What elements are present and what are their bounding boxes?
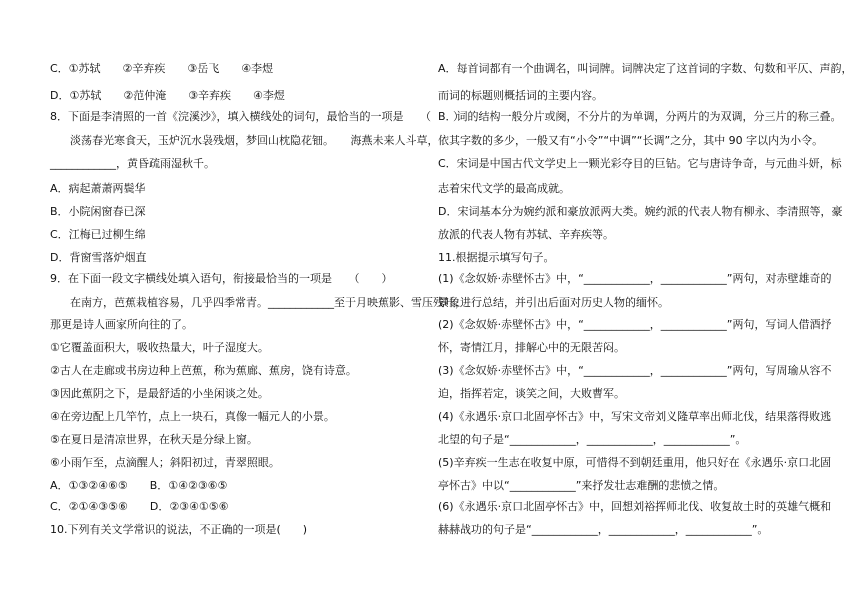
left-text-line: A．①③②④⑥⑤ B．①④②③⑥⑤ bbox=[50, 479, 228, 492]
left-text-line: 10.下列有关文学常识的说法，不正确的一项是( ) bbox=[50, 523, 308, 536]
left-text-line: A．病起萧萧两鬓华 bbox=[50, 182, 146, 195]
right-text-line: 志着宋代文学的最高成就。 bbox=[438, 182, 570, 195]
right-text-line: A．每首词都有一个曲调名，叫词牌。词牌决定了这首词的字数、句数和平仄、声韵， bbox=[438, 62, 853, 75]
right-text-line: 赫赫战功的句子是“____________，____________，____________”。 bbox=[438, 523, 769, 536]
right-text-line: 北望的句子是“____________，____________，____________”。 bbox=[438, 433, 747, 446]
left-text-line: C．①苏轼 ②辛弃疾 ③岳飞 ④李煜 bbox=[50, 62, 274, 75]
right-text-line: 放派的代表人物有苏轼、辛弃疾等。 bbox=[438, 228, 614, 241]
left-text-line: ①它覆盖面积大，吸收热量大，叶子湿度大。 bbox=[50, 341, 269, 354]
left-text-line: ④在旁边配上几竿竹，点上一块石，真像一幅元人的小景。 bbox=[50, 410, 335, 423]
left-text-line: C．江梅已过柳生绵 bbox=[50, 228, 146, 241]
left-text-line: ⑥小雨乍至，点滴醒人；斜阳初过，青翠照眼。 bbox=[50, 456, 280, 469]
right-text-line: (2)《念奴娇·赤壁怀古》中，“____________，____________”两句，写词人借酒抒 bbox=[438, 318, 832, 331]
left-text-line: 8．下面是李清照的一首《浣溪沙》，填入横线处的词句，最恰当的一项是 （ ） bbox=[50, 110, 464, 123]
right-text-line: 景象进行总结，并引出后面对历史人物的缅怀。 bbox=[438, 296, 669, 309]
right-text-line: D．宋词基本分为婉约派和豪放派两大类。婉约派的代表人物有柳永、李清照等，豪 bbox=[438, 205, 843, 218]
left-text-line: ⑤在夏日是清凉世界，在秋天是分绿上窗。 bbox=[50, 433, 258, 446]
right-text-line: 11.根据提示填写句子。 bbox=[438, 251, 555, 264]
right-text-line: 怀，寄情江月，排解心中的无限苦闷。 bbox=[438, 341, 625, 354]
right-text-line: (4)《永遇乐·京口北固亭怀古》中，写宋文帝刘义隆草率出师北伐，结果落得败逃 bbox=[438, 410, 832, 423]
right-text-line: 而词的标题则概括词的主要内容。 bbox=[438, 89, 603, 102]
right-text-line: 依其字数的多少，一般又有“小令”“中调”“长调”之分，其中 90 字以内为小令。 bbox=[438, 134, 824, 147]
right-text-line: C．宋词是中国古代文学史上一颗光彩夺目的巨钻。它与唐诗争奇，与元曲斗妍，标 bbox=[438, 157, 842, 170]
right-text-line: (6)《永遇乐·京口北固亭怀古》中，回想刘裕挥师北伐、收复故土时的英雄气概和 bbox=[438, 500, 832, 513]
right-text-line: 亭怀古》中以“____________”来抒发壮志难酬的悲愤之情。 bbox=[438, 479, 725, 492]
left-text-line: ③因此蕉阴之下，是最舒适的小坐闲谈之处。 bbox=[50, 387, 269, 400]
left-text-line: D．①苏轼 ②范仲淹 ③辛弃疾 ④李煜 bbox=[50, 89, 285, 102]
right-text-line: (5)辛弃疾一生志在收复中原，可惜得不到朝廷重用，他只好在《永遇乐·京口北固 bbox=[438, 456, 832, 469]
left-text-line: 淡荡春光寒食天，玉炉沉水袅残烟，梦回山枕隐花钿。 海燕未来人斗草， bbox=[70, 134, 439, 147]
left-text-line: 在南方，芭蕉栽植容易，几乎四季常青。____________至于月映蕉影、雪压残叶， bbox=[70, 296, 466, 309]
right-text-line: (3)《念奴娇·赤壁怀古》中，“____________，____________”两句，写周瑜从容不 bbox=[438, 364, 832, 377]
left-text-line: 那更是诗人画家所向往的了。 bbox=[50, 318, 193, 331]
left-text-line: 9．在下面一段文字横线处填入语句，衔接最恰当的一项是 （ ） bbox=[50, 272, 393, 285]
left-text-line: D．背窗雪落炉烟直 bbox=[50, 251, 147, 264]
left-text-line: ②古人在走廊或书房边种上芭蕉，称为蕉廊、蕉房，饶有诗意。 bbox=[50, 364, 357, 377]
right-text-line: (1)《念奴娇·赤壁怀古》中，“____________，____________”两句，对赤壁雄奇的 bbox=[438, 272, 832, 285]
left-text-line: ____________，黄昏疏雨湿秋千。 bbox=[50, 157, 215, 170]
left-text-line: B．小院闲窗春已深 bbox=[50, 205, 146, 218]
right-text-line: B．词的结构一般分片或阕，不分片的为单调，分两片的为双调，分三片的称三叠。 bbox=[438, 110, 842, 123]
left-text-line: C．②①④③⑤⑥ D．②③④①⑤⑥ bbox=[50, 500, 229, 513]
right-text-line: 迫，指挥若定，谈笑之间，大败曹军。 bbox=[438, 387, 625, 400]
